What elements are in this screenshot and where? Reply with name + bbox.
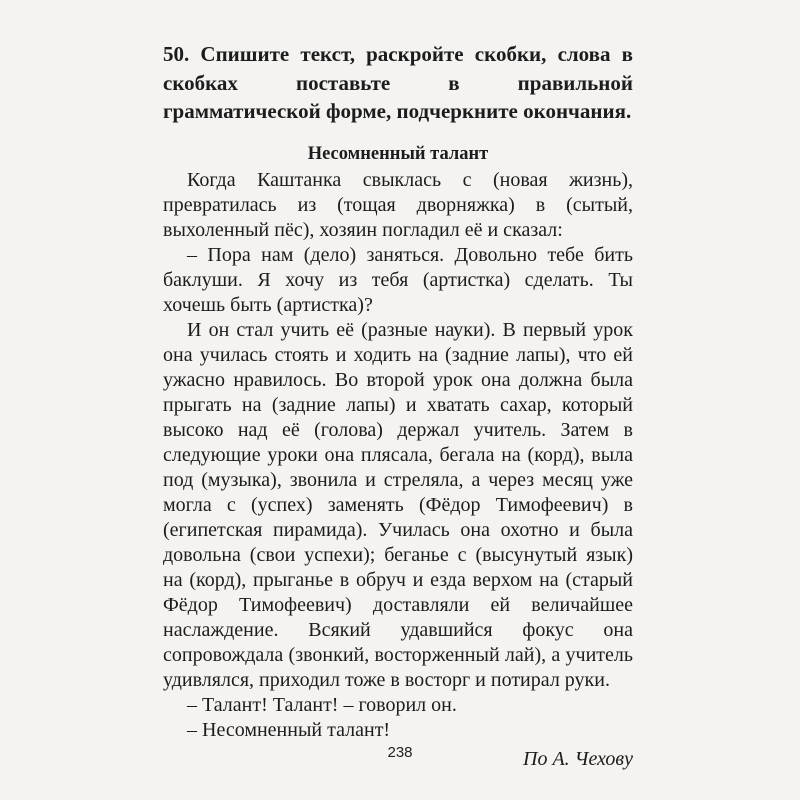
text-title: Несомненный талант [307,143,489,164]
paragraph-1: Когда Каштанка свыклась с (новая жизнь), превратилась из (тощая дворняжка) в (сытый, выхоленный пёс), хозяин погладил её и сказал: [163,168,633,241]
paragraph-3: И он стал учить её (разные науки). В первый урок она училась стоять и ходить на (задние лапы), что ей ужасно нравилось. Во второй урок она должна была прыгать на (задние лапы) и хватать сахар, который высоко над её (голова) держал учитель. Затем в следующие уроки она плясала, бегала на (корд), выла под (музыка), звонила и стреляла, а через месяц уже могла с (успех) заменять (Фёдор Тимофеевич) в (египетская пирамида). Училась она охотно и была довольна (свои успехи); беганье с (высунутый язык) на (корд), прыганье в обруч и езда верхом на (старый Фёдор Тимофеевич) доставляли ей величайшее наслаждение. Всякий удавшийся фокус она сопровождала (звонкий, восторженный лай), а учитель удивлялся, приходил тоже в восторг и потирал руки. [163,318,633,691]
paragraph-5: – Несомненный талант! [187,718,391,741]
author-attribution: По А. Чехову [523,747,633,770]
paragraph-4: – Талант! Талант! – говорил он. [187,693,457,716]
page-number: 238 [387,744,413,761]
paragraph-2: – Пора нам (дело) заняться. Довольно тебе бить баклуши. Я хочу из тебя (артистка) сделать. Ты хочешь быть (артистка)? [163,243,633,316]
page-content [163,40,633,772]
exercise-task: 50. Спишите текст, раскройте скобки, слова в скобках поставьте в правильной грамматической форме, подчеркните окончания. [163,42,633,123]
